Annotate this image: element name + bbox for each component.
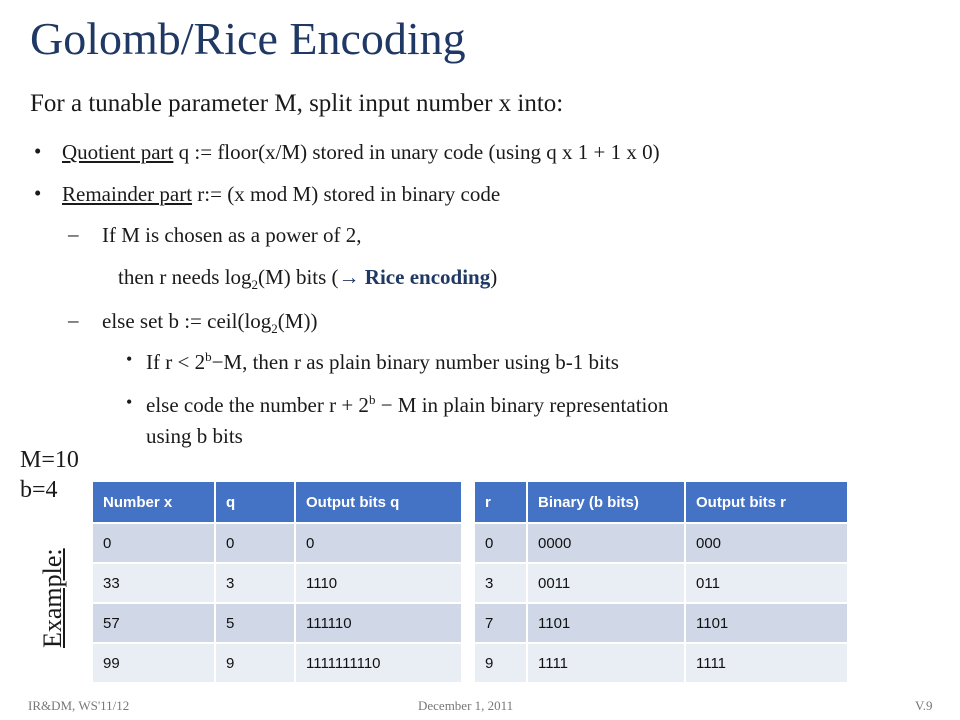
sub-sub-bullet-2-cont: using b bits [146, 424, 243, 448]
table-row [93, 523, 461, 563]
table-cell: 99 [93, 643, 215, 682]
slide-title: Golomb/Rice Encoding [30, 13, 466, 64]
table-cell: 0 [475, 523, 527, 563]
sub1-line2-a: then r needs log [118, 265, 252, 289]
item2-b: − M in plain binary representation [375, 393, 669, 417]
table-cell: 111110 [295, 603, 461, 643]
dash-icon: – [68, 308, 79, 332]
table-row [475, 603, 847, 643]
item1-sup: b [205, 349, 212, 364]
sub2-a: else set b := ceil(log [102, 309, 272, 333]
table-row [93, 603, 461, 643]
quotient-table [93, 482, 461, 682]
table-cell: 7 [475, 603, 527, 643]
table-cell: 1101 [527, 603, 685, 643]
header-r: r [475, 482, 527, 523]
sub-bullet-else [68, 308, 318, 337]
table-cell: 011 [685, 563, 847, 603]
table-cell: 1111 [527, 643, 685, 682]
footer-slide-number: V.9 [915, 698, 933, 713]
bullet-quotient [34, 139, 660, 165]
bullet-dot-icon: • [34, 181, 42, 205]
table-cell: 9 [475, 643, 527, 682]
header-output-bits-r: Output bits r [685, 482, 847, 523]
header-output-bits-q: Output bits q [295, 482, 461, 523]
table-cell: 0 [93, 523, 215, 563]
quotient-label: Quotient part [62, 140, 174, 164]
item1-a: If r < 2 [146, 350, 206, 374]
remainder-text: r:= (x mod M) stored in binary code [192, 182, 501, 206]
footer-date: December 1, 2011 [418, 698, 514, 713]
header-q: q [215, 482, 295, 523]
log-subscript: 2 [251, 277, 259, 293]
table-cell: 1111 [685, 643, 847, 682]
m-value: M=10 [20, 447, 79, 473]
table-cell: 1101 [685, 603, 847, 643]
dash-icon: – [68, 222, 79, 246]
log-subscript: 2 [271, 321, 278, 337]
bullet-remainder [34, 181, 501, 207]
bullet-dot-icon: • [126, 349, 133, 369]
table-cell: 000 [685, 523, 847, 563]
table-cell: 0000 [527, 523, 685, 563]
intro-text: For a tunable parameter M, split input number x into: [30, 90, 564, 117]
table-cell: 0 [215, 523, 295, 563]
table-cell: 0 [295, 523, 461, 563]
header-binary-b-bits: Binary (b bits) [527, 482, 685, 523]
sub1-line2-c: ) [490, 265, 498, 289]
table-cell: 33 [93, 563, 215, 603]
table-cell: 1111111110 [295, 643, 461, 682]
table-row [93, 643, 461, 682]
item2-sup: b [368, 392, 376, 407]
table-row [475, 643, 847, 682]
bullet-dot-icon: • [34, 139, 42, 163]
table-cell: 3 [215, 563, 295, 603]
bullet-dot-icon: • [126, 392, 133, 412]
sub2-b: (M)) [277, 309, 318, 333]
b-value: b=4 [20, 477, 58, 503]
sub-sub-bullet-2 [126, 392, 669, 418]
table-header-row [93, 482, 461, 523]
table-cell: 57 [93, 603, 215, 643]
sub-bullet-rice-line [118, 265, 497, 293]
table-cell: 1110 [295, 563, 461, 603]
table-row [93, 563, 461, 603]
remainder-table [475, 482, 847, 682]
table-row [475, 523, 847, 563]
table-cell: 5 [215, 603, 295, 643]
table-cell: 9 [215, 643, 295, 682]
item2-a: else code the number r + 2 [146, 393, 369, 417]
sub1-line2-b: (M) bits ( [258, 265, 339, 289]
table-header-row [475, 482, 847, 523]
footer-course: IR&DM, WS'11/12 [28, 698, 130, 713]
header-number-x: Number x [93, 482, 215, 523]
example-label: Example: [38, 548, 67, 648]
rice-encoding-label: → Rice encoding [338, 265, 491, 289]
table-cell: 3 [475, 563, 527, 603]
table-row [475, 563, 847, 603]
sub-sub-bullet-1 [126, 349, 619, 375]
table-cell: 0011 [527, 563, 685, 603]
quotient-text: q := floor(x/M) stored in unary code (using q x 1 + 1 x 0) [173, 140, 660, 164]
remainder-label: Remainder part [62, 182, 193, 206]
parameters-label [20, 445, 79, 505]
sub1-line1: If M is chosen as a power of 2, [102, 223, 362, 247]
sub-bullet-power-of-two [68, 222, 362, 248]
item1-b: −M, then r as plain binary number using b-1 bits [211, 350, 619, 374]
